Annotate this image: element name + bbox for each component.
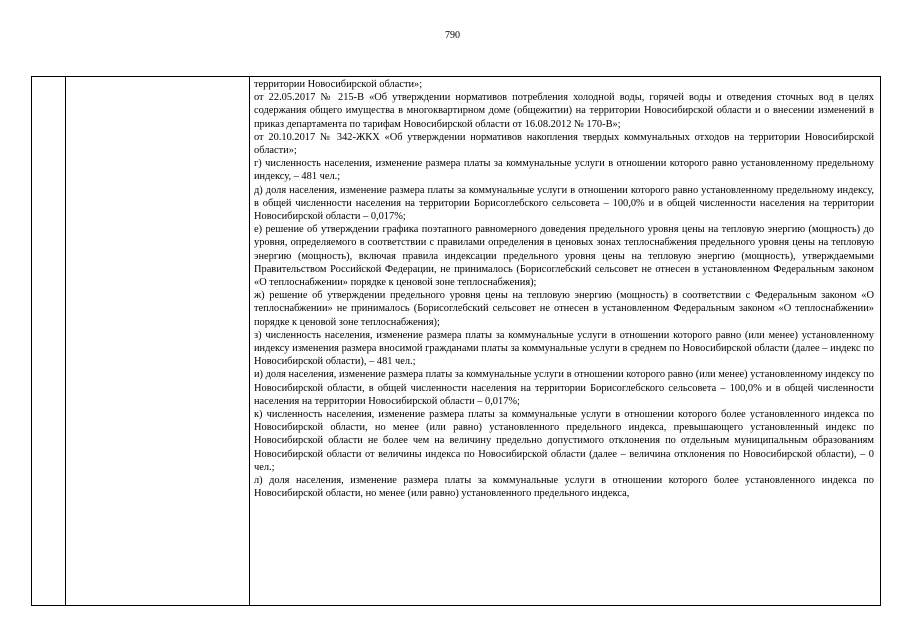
paragraph: з) численность населения, изменение размера платы за коммунальные услуги в отношении которого равно (или менее) установленному индексу изменения размера вносимой гражданами платы за коммунальные услуги в среднем по Новосибирской области (далее – индекс по Новосибирской области), – 481 чел.; — [254, 329, 874, 368]
paragraph: к) численность населения, изменение размера платы за коммунальные услуги в отношении которого более установленного индекса по Новосибирской области, но менее (или равно) установленного предельного индекса, превышающего установленный индекс по Новосибирской области не более чем на величину предельно допустимого отклонения по отдельным муниципальным образованиям Новосибирской области от величины индекса по Новосибирской области (далее – величина отклонения по Новосибирской области), – 0 чел.; — [254, 409, 874, 473]
document-table — [31, 76, 881, 606]
paragraph: территории Новосибирской области»; — [254, 79, 423, 90]
page-number: 790 — [445, 30, 460, 41]
paragraph: д) доля населения, изменение размера платы за коммунальные услуги в отношении которого равно установленному предельному индексу, в общей численности населения на территории Борисоглебского сельсовета – 100,0% и в общей численности населения на территории Новосибирской области – 0,017%; — [254, 184, 874, 223]
paragraph: от 22.05.2017 № 215-В «Об утверждении нормативов потребления холодной воды, горячей воды и отведения сточных вод в целях содержания общего имущества в многоквартирном доме (общежитии) на территории Новосибирской области и о внесении изменений в приказ департамента по тарифам Новосибирской области от 16.08.2012 № 170-В»; — [254, 92, 874, 130]
paragraph: ж) решение об утверждении предельного уровня цены на тепловую энергию (мощность) в соответствии с Федеральным законом «О теплоснабжении» не принималось (Борисоглебский сельсовет не отнесен в установленном Федеральным законом «О теплоснабжении» порядке к ценовой зоне теплоснабжения); — [254, 290, 874, 328]
table-column-indicator — [65, 77, 250, 605]
paragraph: г) численность населения, изменение размера платы за коммунальные услуги в отношении которого равно установленному предельному индексу, – 481 чел.; — [254, 158, 874, 183]
paragraph: е) решение об утверждении графика поэтапного равномерного доведения предельного уровня цены на тепловую энергию (мощность) до уровня, определяемого в соответствии с правилами определения в ценовых зонах теплоснабжения предельного уровня цены на тепловую энергию (мощность), включая правила индексации предельного уровня цены на тепловую энергию (мощность), утверждаемыми Правительством Российской Федерации, не принималось (Борисоглебский сельсовет не отнесен в установленном Федеральным законом «О теплоснабжении» порядке к ценовой зоне теплоснабжения); — [254, 224, 874, 289]
paragraph: л) доля населения, изменение размера платы за коммунальные услуги в отношении которого более установленного индекса по Новосибирской области, но менее (или равно) установленного предельного индекса, — [254, 475, 874, 500]
table-column-number — [32, 77, 66, 605]
paragraph: от 20.10.2017 № 342-ЖКХ «Об утверждении нормативов накопления твердых коммунальных отходов на территории Новосибирской области»; — [254, 131, 874, 157]
table-column-content — [250, 77, 880, 605]
paragraph: и) доля населения, изменение размера платы за коммунальные услуги в отношении которого равно (или менее) установленному индексу по Новосибирской области, в общей численности населения на территории Борисоглебского сельсовета – 100,0% и в общей численности населения на территории Новосибирской области – 0,017%; — [254, 369, 874, 407]
